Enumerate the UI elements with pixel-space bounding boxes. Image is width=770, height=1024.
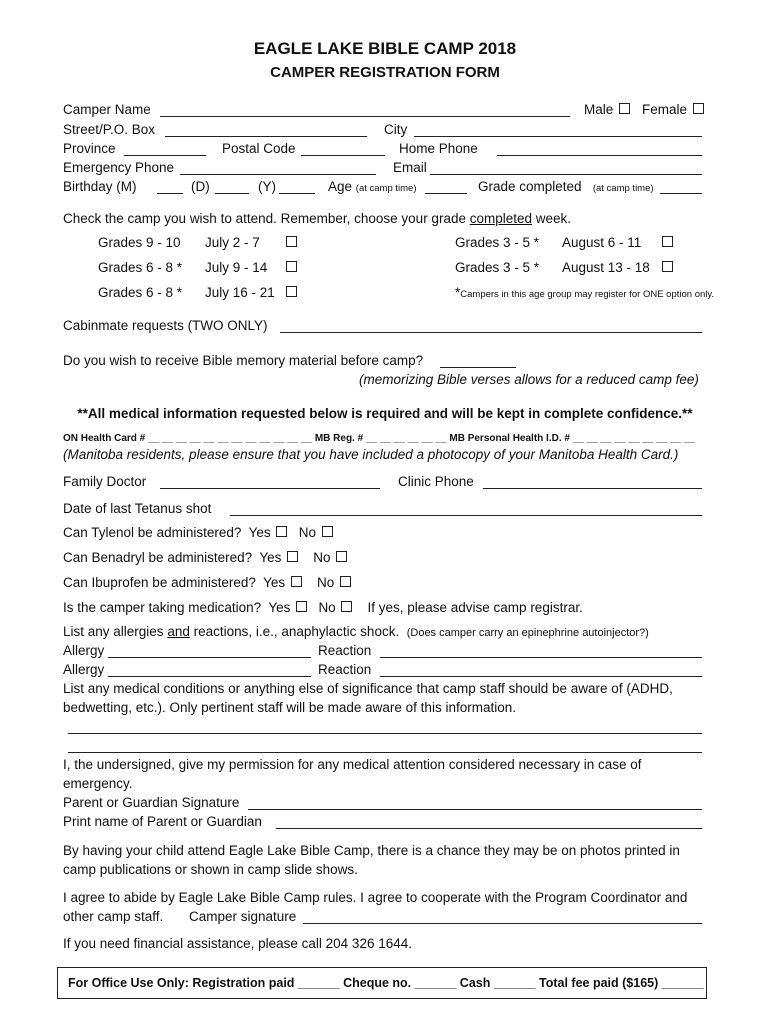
tetanus-field[interactable]	[230, 515, 702, 516]
medication-yes-checkbox[interactable]	[296, 601, 307, 612]
ibuprofen-no-checkbox[interactable]	[340, 576, 351, 587]
camper-name-label: Camper Name	[63, 102, 151, 117]
office-use-text: For Office Use Only: Registration paid ______ Cheque no. ______ Cash ______ Total fee paid ($165) ______	[68, 976, 704, 990]
age-note: (at camp time)	[355, 183, 417, 194]
conditions-field-1[interactable]	[68, 733, 702, 734]
conditions-text-1: List any medical conditions or anything else of significance that camp staff should be aware of (ADHD,	[63, 681, 673, 696]
tylenol-question	[63, 524, 333, 542]
allergy-label: Allergy	[63, 643, 105, 658]
yes-label: Yes	[268, 600, 291, 615]
city-field[interactable]	[414, 136, 702, 137]
grade-label	[478, 178, 654, 198]
ibuprofen-question	[63, 574, 351, 592]
form-title: EAGLE LAKE BIBLE CAMP 2018	[253, 39, 517, 58]
allergies-post: reactions, i.e., anaphylactic shock.	[189, 624, 400, 639]
yes-label: Yes	[263, 575, 286, 590]
photo-notice-2: camp publications or shown in camp slide shows.	[63, 862, 358, 877]
email-field[interactable]	[430, 174, 702, 175]
family-doctor-label: Family Doctor	[63, 474, 147, 489]
province-label: Province	[63, 141, 116, 156]
camp-instructions	[63, 210, 571, 228]
birthday-year-label: (Y)	[258, 179, 276, 194]
no-label: No	[318, 600, 336, 615]
allergy-field-1[interactable]	[108, 657, 311, 658]
medication-no-checkbox[interactable]	[341, 601, 352, 612]
cabinmate-field[interactable]	[280, 332, 702, 333]
emergency-phone-label: Emergency Phone	[63, 160, 175, 175]
no-label: No	[316, 575, 335, 590]
camp-age-note-text: Campers in this age group may register for ONE option only.	[460, 289, 715, 300]
male-checkbox[interactable]	[619, 103, 630, 114]
memory-note: (memorizing Bible verses allows for a reduced camp fee)	[359, 372, 699, 387]
reaction-field-1[interactable]	[380, 657, 702, 658]
tetanus-label: Date of last Tetanus shot	[63, 501, 212, 516]
conditions-field-2[interactable]	[68, 752, 702, 753]
benadryl-text: Can Benadryl be administered?	[63, 550, 253, 565]
yes-label: Yes	[259, 550, 282, 565]
camp-age-note	[455, 284, 714, 304]
camp-instructions-post: week.	[532, 211, 572, 226]
medication-question	[63, 599, 583, 617]
camp-option-grades: Grades 3 - 5 *	[455, 260, 540, 275]
birthday-year-field[interactable]	[279, 193, 315, 194]
financial-assistance: If you need financial assistance, please call 204 326 1644.	[63, 936, 412, 951]
postal-code-field[interactable]	[301, 155, 385, 156]
birthday-month-field[interactable]	[157, 193, 183, 194]
clinic-phone-label: Clinic Phone	[398, 474, 474, 489]
camp-option-checkbox[interactable]	[660, 259, 673, 277]
no-label: No	[298, 525, 316, 540]
rules-text-1: I agree to abide by Eagle Lake Bible Camp rules. I agree to cooperate with the Program Coordinator and	[63, 890, 688, 905]
memory-question: Do you wish to receive Bible memory material before camp?	[63, 353, 424, 368]
camp-option-grades: Grades 6 - 8 *	[98, 285, 183, 300]
camper-signature-label: Camper signature	[189, 909, 297, 924]
manitoba-note: (Manitoba residents, please ensure that you have included a photocopy of your Manitoba Health Card.)	[63, 447, 679, 462]
grade-label-text: Grade completed	[478, 179, 582, 194]
form-subtitle: CAMPER REGISTRATION FORM	[270, 64, 500, 81]
guardian-signature-label: Parent or Guardian Signature	[63, 795, 240, 810]
male-option[interactable]	[584, 101, 630, 119]
camp-option-grades: Grades 3 - 5 *	[455, 235, 540, 250]
benadryl-question	[63, 549, 347, 567]
guardian-signature-field[interactable]	[248, 809, 702, 810]
male-label: Male	[584, 102, 614, 117]
memory-answer-field[interactable]	[440, 367, 516, 368]
camper-name-field[interactable]	[160, 116, 570, 117]
conditions-text-2: bedwetting, etc.). Only pertinent staff will be made aware of this information.	[63, 700, 516, 715]
camp-instructions-pre: Check the camp you wish to attend. Remember, choose your grade	[63, 211, 470, 226]
home-phone-label: Home Phone	[399, 141, 478, 156]
benadryl-no-checkbox[interactable]	[336, 551, 347, 562]
female-label: Female	[642, 102, 688, 117]
grade-note: (at camp time)	[592, 183, 654, 194]
no-label: No	[313, 550, 331, 565]
guardian-name-field[interactable]	[276, 828, 702, 829]
consent-text-1: I, the undersigned, give my permission for any medical attention considered necessary in case of	[63, 757, 642, 772]
camp-option-dates: July 9 - 14	[205, 260, 268, 275]
reaction-field-2[interactable]	[380, 676, 702, 677]
camper-signature-field[interactable]	[303, 923, 702, 924]
allergy-label: Allergy	[63, 662, 105, 677]
allergies-pre: List any allergies	[63, 624, 168, 639]
ibuprofen-text: Can Ibuprofen be administered?	[63, 575, 256, 590]
cabinmate-label: Cabinmate requests (TWO ONLY)	[63, 318, 268, 333]
epinephrine-note: (Does camper carry an epinephrine autoinjector?)	[406, 627, 649, 639]
reaction-label: Reaction	[318, 662, 372, 677]
camp-option-grades: Grades 9 - 10	[98, 235, 181, 250]
allergies-emphasis: and	[167, 624, 190, 639]
province-field[interactable]	[124, 155, 206, 156]
medical-heading: **All medical information requested below is required and will be kept in complete confidence.**	[77, 406, 693, 421]
rules-text-2: other camp staff.	[63, 909, 164, 924]
medication-text: Is the camper taking medication?	[63, 600, 262, 615]
camp-option-dates: August 6 - 11	[562, 235, 642, 250]
emergency-phone-field[interactable]	[180, 174, 376, 175]
birthday-month-label: Birthday (M)	[63, 179, 137, 194]
camp-option-dates: July 16 - 21	[205, 285, 275, 300]
camp-option-checkbox[interactable]	[284, 234, 297, 252]
yes-label: Yes	[248, 525, 271, 540]
allergy-field-2[interactable]	[108, 676, 311, 677]
home-phone-field[interactable]	[497, 155, 702, 156]
camp-instructions-emphasis: completed	[469, 211, 533, 226]
street-label: Street/P.O. Box	[63, 122, 156, 137]
birthday-day-label: (D)	[191, 179, 210, 194]
postal-code-label: Postal Code	[222, 141, 296, 156]
tylenol-text: Can Tylenol be administered?	[63, 525, 242, 540]
tylenol-yes-checkbox[interactable]	[276, 526, 287, 537]
tylenol-no-checkbox[interactable]	[322, 526, 333, 537]
camp-option-checkbox[interactable]	[284, 284, 297, 302]
camp-option-checkbox[interactable]	[284, 259, 297, 277]
grade-field[interactable]	[660, 193, 702, 194]
birthday-day-field[interactable]	[215, 193, 249, 194]
age-label	[328, 178, 417, 198]
email-label: Email	[393, 160, 427, 175]
allergies-instructions	[63, 623, 649, 642]
consent-text-2: emergency.	[63, 776, 133, 791]
city-label: City	[384, 122, 408, 137]
age-label-text: Age	[328, 179, 353, 194]
street-field[interactable]	[165, 136, 367, 137]
female-checkbox[interactable]	[693, 103, 704, 114]
health-card-numbers[interactable]: ON Health Card # __ __ __ __ __ __ __ __ __ __ __ __ MB Reg. # __ __ __ __ __ __ MB Personal Health I.D. # __ __ __ __ __ __ __ __ __	[63, 433, 696, 444]
clinic-phone-field[interactable]	[483, 488, 702, 489]
benadryl-yes-checkbox[interactable]	[287, 551, 298, 562]
ibuprofen-yes-checkbox[interactable]	[291, 576, 302, 587]
guardian-name-label: Print name of Parent or Guardian	[63, 814, 262, 829]
camp-option-grades: Grades 6 - 8 *	[98, 260, 183, 275]
camp-option-dates: August 13 - 18	[562, 260, 650, 275]
camp-age-note-star: *	[455, 285, 461, 300]
family-doctor-field[interactable]	[160, 488, 380, 489]
age-field[interactable]	[425, 193, 467, 194]
office-use-box	[57, 967, 707, 999]
camp-option-dates: July 2 - 7	[205, 235, 260, 250]
medication-note: If yes, please advise camp registrar.	[367, 600, 583, 615]
photo-notice-1: By having your child attend Eagle Lake Bible Camp, there is a chance they may be on photos printed in	[63, 843, 680, 858]
camp-option-checkbox[interactable]	[660, 234, 673, 252]
reaction-label: Reaction	[318, 643, 372, 658]
female-option[interactable]	[642, 101, 704, 119]
